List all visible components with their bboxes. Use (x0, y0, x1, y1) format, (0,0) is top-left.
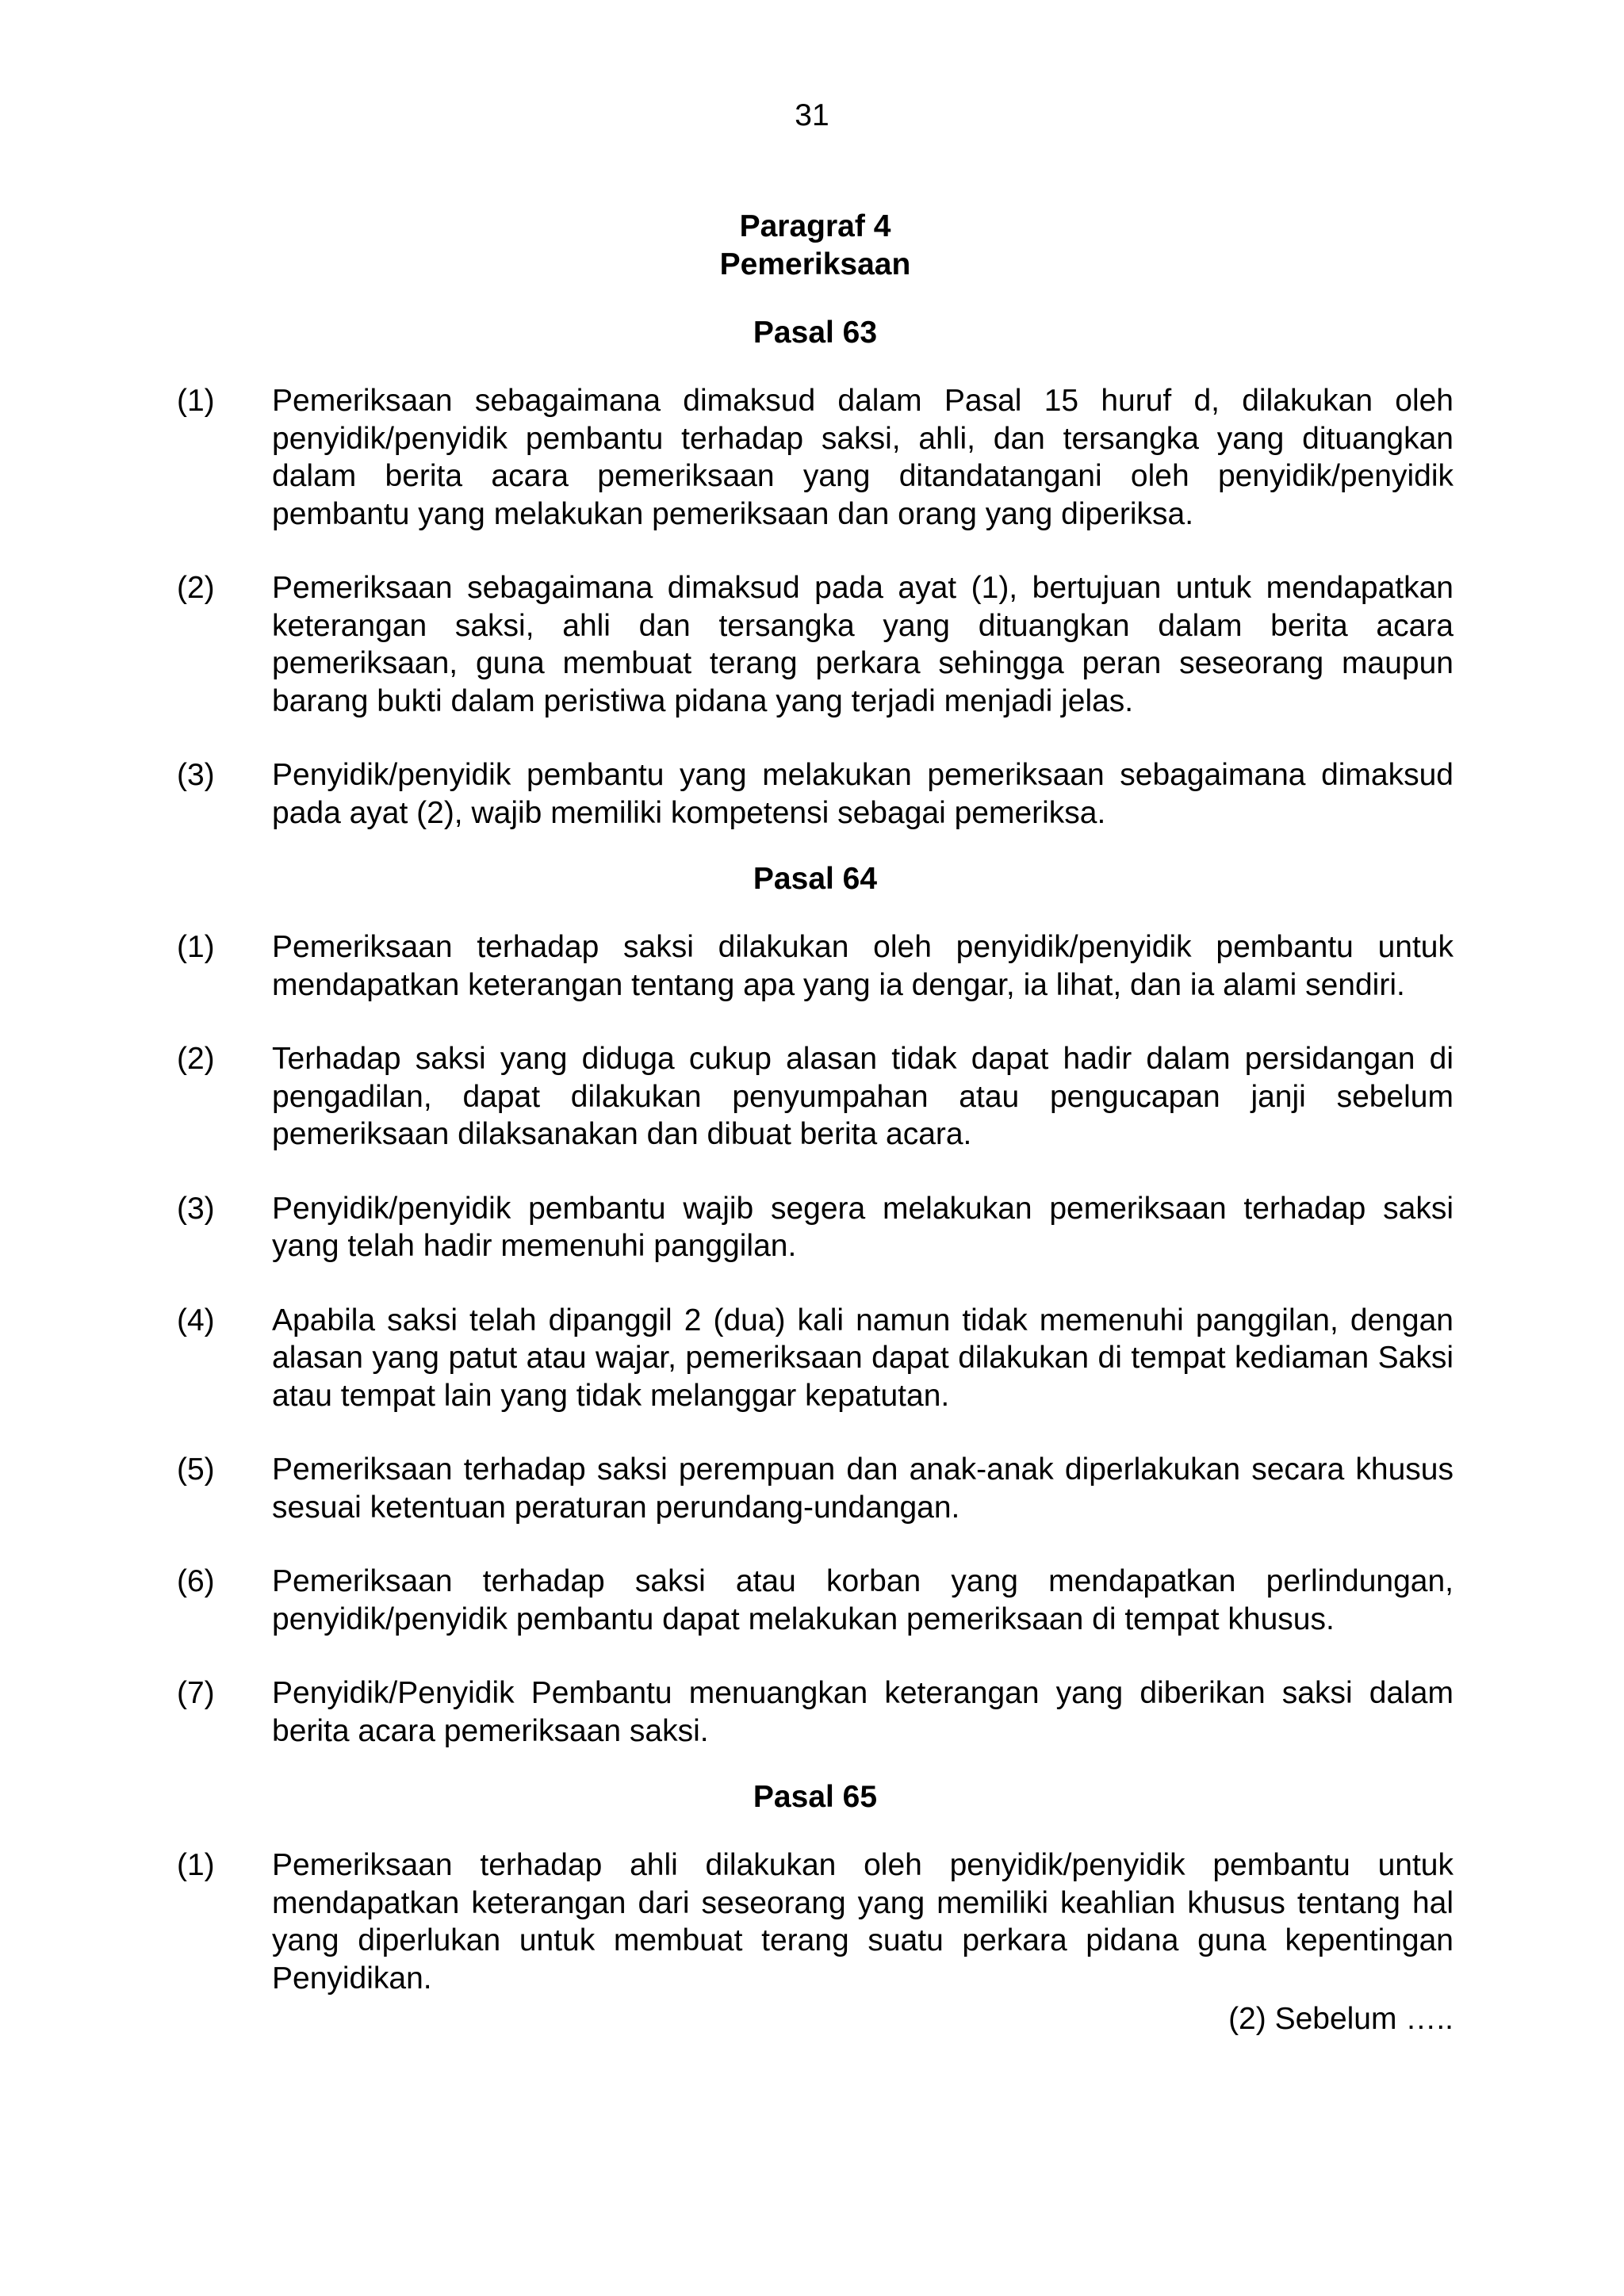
ayat-text: Penyidik/penyidik pembantu wajib segera melakukan pemeriksaan terhadap saksi yang telah hadir memenuhi panggilan. (272, 1191, 1454, 1263)
ayat-text: Penyidik/penyidik pembantu yang melakukan pemeriksaan sebagaimana dimaksud pada ayat (2), wajib memiliki kompetensi sebagai pemeriksa. (272, 758, 1454, 830)
paragraf-subtitle: Pemeriksaan (719, 247, 911, 281)
ayat-number: (6) (177, 1564, 215, 1598)
ayat-text: Pemeriksaan terhadap saksi dilakukan oleh penyidik/penyidik pembantu untuk mendapatkan keterangan tentang apa yang ia dengar, ia lihat, dan ia alami sendiri. (272, 930, 1454, 1002)
ayat-number: (2) (177, 571, 215, 605)
ayat-text: Penyidik/Penyidik Pembantu menuangkan keterangan yang diberikan saksi dalam berita acara pemeriksaan saksi. (272, 1676, 1454, 1748)
pasal-65-ayat-1 (177, 1846, 1454, 1997)
ayat-number: (3) (177, 758, 215, 792)
ayat-text: Pemeriksaan terhadap saksi perempuan dan anak-anak diperlakukan secara khusus sesuai ketentuan peraturan perundang-undangan. (272, 1452, 1454, 1525)
pasal-64-ayat-3 (177, 1190, 1454, 1265)
pasal-64-ayat-2 (177, 1040, 1454, 1154)
pasal-63-ayat-3 (177, 756, 1454, 832)
pasal-64-ayat-4 (177, 1302, 1454, 1415)
pasal-63-title: Pasal 63 (753, 316, 878, 350)
ayat-number: (1) (177, 1848, 215, 1882)
ayat-number: (1) (177, 930, 215, 964)
ayat-text: Pemeriksaan sebagaimana dimaksud pada ayat (1), bertujuan untuk mendapatkan keterangan saksi, ahli dan tersangka yang dituangkan dalam berita acara pemeriksaan, guna membuat terang perkara sehingga peran seseorang maupun barang bukti dalam peristiwa pidana yang terjadi menjadi jelas. (272, 571, 1454, 718)
pasal-63-ayat-1 (177, 382, 1454, 533)
pasal-64-ayat-5 (177, 1451, 1454, 1526)
pasal-64-ayat-1 (177, 928, 1454, 1004)
ayat-text: Terhadap saksi yang diduga cukup alasan tidak dapat hadir dalam persidangan di pengadilan, dapat dilakukan penyumpahan atau pengucapan janji sebelum pemeriksaan dilaksanakan dan dibuat berita acara. (272, 1042, 1454, 1151)
ayat-text: Pemeriksaan terhadap ahli dilakukan oleh penyidik/penyidik pembantu untuk mendapatkan keterangan dari seseorang yang memiliki keahlian khusus tentang hal yang diperlukan untuk membuat terang suatu perkara pidana guna kepentingan Penyidikan. (272, 1848, 1454, 1996)
ayat-text: Apabila saksi telah dipanggil 2 (dua) kali namun tidak memenuhi panggilan, dengan alasan yang patut atau wajar, pemeriksaan dapat dilakukan di tempat kediaman Saksi atau tempat lain yang tidak melanggar kepatutan. (272, 1303, 1454, 1413)
ayat-number: (3) (177, 1191, 215, 1226)
ayat-text: Pemeriksaan terhadap saksi atau korban yang mendapatkan perlindungan, penyidik/penyidik pembantu dapat melakukan pemeriksaan di tempat khusus. (272, 1564, 1454, 1636)
continuation-note: (2) Sebelum ….. (1228, 2002, 1454, 2036)
ayat-number: (7) (177, 1676, 215, 1710)
pasal-65-title: Pasal 65 (753, 1780, 878, 1814)
pasal-64-title: Pasal 64 (753, 862, 878, 896)
paragraf-title: Paragraf 4 (739, 209, 891, 243)
document-body (177, 208, 1454, 2038)
ayat-number: (2) (177, 1042, 215, 1076)
pasal-63-ayat-2 (177, 569, 1454, 720)
ayat-number: (4) (177, 1303, 215, 1337)
ayat-number: (5) (177, 1452, 215, 1487)
page-number: 31 (795, 98, 829, 132)
pasal-64-ayat-7 (177, 1674, 1454, 1750)
pasal-64-ayat-6 (177, 1563, 1454, 1638)
ayat-number: (1) (177, 384, 215, 418)
ayat-text: Pemeriksaan sebagaimana dimaksud dalam Pasal 15 huruf d, dilakukan oleh penyidik/penyidik pembantu terhadap saksi, ahli, dan tersangka yang dituangkan dalam berita acara pemeriksaan yang ditandatangani oleh penyidik/penyidik pembantu yang melakukan pemeriksaan dan orang yang diperiksa. (272, 384, 1454, 531)
